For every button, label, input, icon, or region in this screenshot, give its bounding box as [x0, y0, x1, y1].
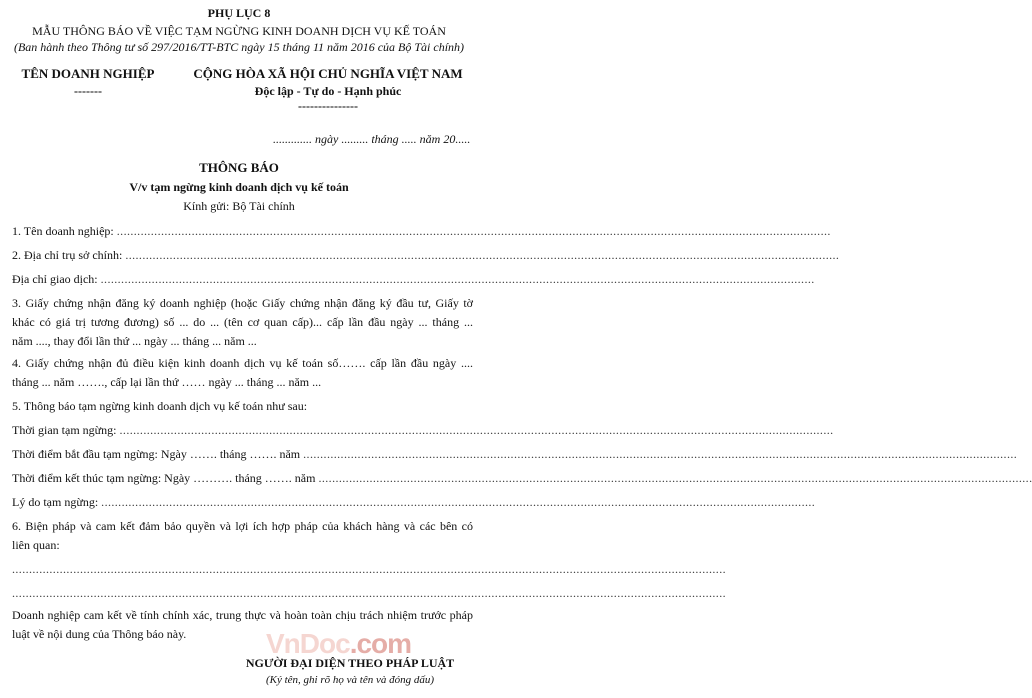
item3-line3: năm ...., thay đổi lần thứ ... ngày ... tháng ... năm ...: [12, 334, 257, 348]
company-name-label: TÊN DOANH NGHIỆP: [21, 66, 155, 81]
national-motto: Độc lập - Tự do - Hạnh phúc: [254, 84, 402, 98]
fill-dots: ..................................................................................................................................................................................................................: [116, 224, 831, 238]
head-office-field: [12, 248, 840, 262]
watermark-text-part2: .com: [349, 628, 412, 659]
issued-by-note: (Ban hành theo Thông tư số 297/2016/TT-BTC ngày 15 tháng 11 năm 2016 của Bộ Tài chính): [13, 40, 465, 54]
fill-dots: ..................................................................................................................................................................................................................: [12, 562, 726, 576]
reason-label: Lý do tạm ngừng:: [12, 495, 99, 509]
item5-heading: 5. Thông báo tạm ngừng kinh doanh dịch vụ kế toán như sau:: [12, 399, 308, 413]
watermark-text-part1: VnDoc: [266, 628, 350, 659]
fill-dots: ..................................................................................................................................................................................................................: [101, 495, 816, 509]
fill-dots: ..................................................................................................................................................................................................................: [100, 272, 815, 286]
item6-line2: liên quan:: [12, 538, 60, 552]
document-title: THÔNG BÁO: [199, 160, 279, 175]
reason-field: [12, 495, 816, 509]
end-time-label: Thời điểm kết thúc tạm ngừng: Ngày ………. tháng ……. năm: [12, 471, 316, 485]
suspension-period-label: Thời gian tạm ngừng:: [12, 423, 117, 437]
fill-dots: ..................................................................................................................................................................................................................: [12, 586, 726, 600]
transaction-address-field: [12, 272, 815, 286]
fill-dots: ..................................................................................................................................................................................................................: [125, 248, 840, 262]
end-time-field: [12, 471, 1032, 485]
measures-dots-line1: [12, 562, 726, 576]
item4-line1: 4. Giấy chứng nhận đủ điều kiện kinh doanh dịch vụ kế toán số……. cấp lần đầu ngày ....: [12, 356, 473, 370]
motto-rule: ---------------: [298, 99, 358, 113]
transaction-address-label: Địa chỉ giao dịch:: [12, 272, 98, 286]
company-dash: -------: [74, 84, 102, 98]
document-subject: V/v tạm ngừng kinh doanh dịch vụ kế toán: [129, 180, 349, 194]
nation-title: CỘNG HÒA XÃ HỘI CHỦ NGHĨA VIỆT NAM: [193, 66, 463, 81]
signature-title: NGƯỜI ĐẠI DIỆN THEO PHÁP LUẬT: [245, 656, 455, 670]
item3-line2: khác có giá trị tương đương) số ... do ... (tên cơ quan cấp)... cấp lần đầu ngày ... tháng ...: [12, 315, 473, 329]
item3-line1: 3. Giấy chứng nhận đăng ký doanh nghiệp (hoặc Giấy chứng nhận đăng ký đầu tư, Giấy tờ: [12, 296, 473, 310]
appendix-label: PHỤ LỤC 8: [207, 6, 271, 20]
suspension-period-field: [12, 423, 834, 437]
fill-dots: ..................................................................................................................................................................................................................: [318, 471, 1032, 485]
start-time-field: [12, 447, 1018, 461]
form-title: MẪU THÔNG BÁO VỀ VIỆC TẠM NGỪNG KINH DOANH DỊCH VỤ KẾ TOÁN: [32, 24, 446, 38]
company-name-label-text: 1. Tên doanh nghiệp:: [12, 224, 114, 238]
commitment-line1: Doanh nghiệp cam kết về tính chính xác, trung thực và hoàn toàn chịu trách nhiệm trước pháp: [12, 608, 473, 622]
head-office-label: 2. Địa chỉ trụ sở chính:: [12, 248, 123, 262]
recipient-line: Kính gửi: Bộ Tài chính: [183, 199, 295, 213]
item6-line1: 6. Biện pháp và cam kết đảm bảo quyền và lợi ích hợp pháp của khách hàng và các bên có: [12, 519, 473, 533]
company-name-field: [12, 224, 831, 238]
fill-dots: ..................................................................................................................................................................................................................: [303, 447, 1018, 461]
item4-line2: tháng ... năm ……., cấp lại lần thứ …… ngày ... tháng ... năm ...: [12, 375, 322, 389]
start-time-label: Thời điểm bắt đầu tạm ngừng: Ngày ……. tháng ……. năm: [12, 447, 301, 461]
signature-note: (Ký tên, ghi rõ họ và tên và đóng dấu): [265, 674, 435, 686]
measures-dots-line2: [12, 586, 726, 600]
fill-dots: ..................................................................................................................................................................................................................: [119, 423, 834, 437]
date-line: ............. ngày ......... tháng ..... năm 20.....: [273, 132, 471, 146]
commitment-line2: luật về nội dung của Thông báo này.: [12, 627, 187, 641]
